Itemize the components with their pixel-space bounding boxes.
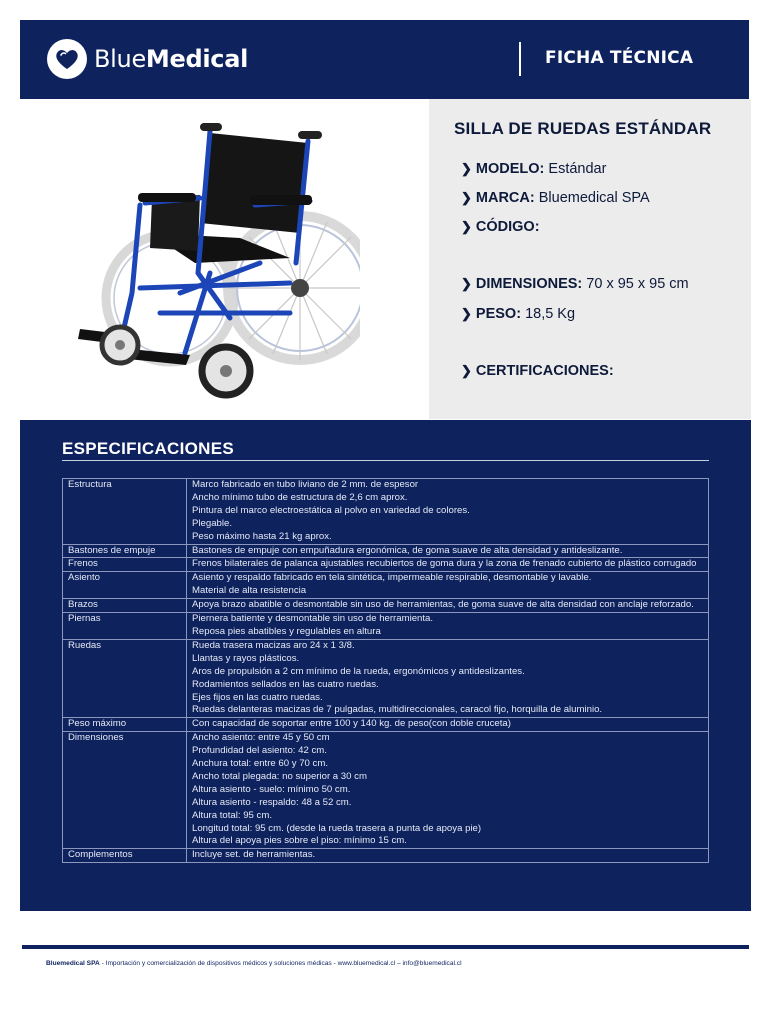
spec-line: Frenos bilaterales de palanca ajustables recubiertos de goma dura y la zona de frenado cubierto de plástico corrugado xyxy=(192,558,697,570)
spec-line: Con capacidad de soportar entre 100 y 140 kg. de peso(con doble cruceta) xyxy=(192,718,511,730)
brand-logo[interactable] xyxy=(46,38,248,80)
spec-line: Rodamientos sellados en las cuatro ruedas. xyxy=(192,678,379,690)
spec-line: Piernera batiente y desmontable sin uso de herramienta. xyxy=(192,613,434,625)
spec-line: Ancho mínimo tubo de estructura de 2,6 cm aprox. xyxy=(192,491,408,503)
chevron-right-icon: ❯ xyxy=(461,306,472,321)
spec-category: Frenos xyxy=(63,558,187,572)
spec-line: Asiento y respaldo fabricado en tela sintética, impermeable respirable, desmontable y lavable. xyxy=(192,572,592,584)
chevron-right-icon: ❯ xyxy=(461,219,472,234)
spec-category: Peso máximo xyxy=(63,718,187,732)
chevron-right-icon: ❯ xyxy=(461,363,472,378)
spec-line: Llantas y rayos plásticos. xyxy=(192,652,300,664)
heart-logo-icon xyxy=(46,38,88,80)
spec-line: Plegable. xyxy=(192,517,233,529)
spec-details xyxy=(187,718,709,732)
spec-line: Incluye set. de herramientas. xyxy=(192,849,316,861)
specifications-rule xyxy=(62,460,709,461)
spec-line: Material de alta resistencia xyxy=(192,585,307,597)
spec-category: Asiento xyxy=(63,572,187,599)
footer-text: Bluemedical SPA - Importación y comercialización de dispositivos médicos y soluciones médicas - www.bluemedical.cl – info@bluemedical.cl xyxy=(46,960,462,967)
spec-line: Rueda trasera macizas aro 24 x 1 3/8. xyxy=(192,639,355,651)
info-row-certifications: ❯ CERTIFICACIONES: xyxy=(461,363,614,379)
table-row xyxy=(63,613,709,640)
info-row-code: ❯ CÓDIGO: xyxy=(461,219,540,235)
table-row xyxy=(63,849,709,863)
spec-line: Pintura del marco electroestática al polvo en variedad de colores. xyxy=(192,504,470,516)
chevron-right-icon: ❯ xyxy=(461,161,472,176)
specifications-table xyxy=(62,478,709,863)
table-row xyxy=(63,479,709,545)
specifications-section xyxy=(20,420,751,911)
spec-line: Apoya brazo abatible o desmontable sin uso de herramientas, de goma suave de alta densidad con anclaje reforzado. xyxy=(192,599,694,611)
header-divider xyxy=(519,42,521,76)
spec-details xyxy=(187,639,709,717)
table-row xyxy=(63,639,709,717)
table-row xyxy=(63,544,709,558)
specifications-title: ESPECIFICACIONES xyxy=(62,439,234,458)
spec-category: Bastones de empuje xyxy=(63,544,187,558)
spec-line: Ruedas delanteras macizas de 7 pulgadas, multidireccionales, caracol fijo, horquilla de aluminio. xyxy=(192,704,603,716)
spec-line: Peso máximo hasta 21 kg aprox. xyxy=(192,530,332,542)
spec-line: Altura asiento - suelo: mínimo 50 cm. xyxy=(192,783,351,795)
table-row xyxy=(63,732,709,849)
spec-line: Altura asiento - respaldo: 48 a 52 cm. xyxy=(192,796,352,808)
spec-details xyxy=(187,572,709,599)
spec-line: Anchura total: entre 60 y 70 cm. xyxy=(192,758,328,770)
spec-details xyxy=(187,599,709,613)
product-photo xyxy=(20,99,429,419)
spec-category: Complementos xyxy=(63,849,187,863)
spec-category: Piernas xyxy=(63,613,187,640)
spec-details xyxy=(187,732,709,849)
product-title: SILLA DE RUEDAS ESTÁNDAR xyxy=(454,119,712,138)
spec-line: Longitud total: 95 cm. (desde la rueda trasera a punta de apoya pie) xyxy=(192,822,482,834)
spec-line: Profundidad del asiento: 42 cm. xyxy=(192,745,327,757)
spec-line: Ancho total plegada: no superior a 30 cm xyxy=(192,770,367,782)
table-row xyxy=(63,572,709,599)
spec-line: Ancho asiento: entre 45 y 50 cm xyxy=(192,732,330,744)
spec-details xyxy=(187,613,709,640)
footer-rule xyxy=(22,945,749,949)
document-title: FICHA TÉCNICA xyxy=(545,48,694,68)
info-row-dimensions: ❯ DIMENSIONES: 70 x 95 x 95 cm xyxy=(461,276,689,292)
header-bar xyxy=(20,20,749,99)
spec-line: Bastones de empuje con empuñadura ergonómica, de goma suave de alta densidad y antideslizante. xyxy=(192,544,623,556)
spec-category: Ruedas xyxy=(63,639,187,717)
spec-details xyxy=(187,479,709,545)
spec-details xyxy=(187,558,709,572)
table-row xyxy=(63,599,709,613)
table-row xyxy=(63,718,709,732)
chevron-right-icon: ❯ xyxy=(461,276,472,291)
spec-category: Estructura xyxy=(63,479,187,545)
table-row xyxy=(63,558,709,572)
spec-line: Aros de propulsión a 2 cm mínimo de la rueda, ergonómicos y antideslizantes. xyxy=(192,665,525,677)
spec-details xyxy=(187,849,709,863)
spec-line: Marco fabricado en tubo liviano de 2 mm. de espesor xyxy=(192,479,419,490)
spec-line: Altura total: 95 cm. xyxy=(192,809,272,821)
spec-category: Brazos xyxy=(63,599,187,613)
info-row-weight: ❯ PESO: 18,5 Kg xyxy=(461,306,576,322)
info-row-model: ❯ MODELO: Estándar xyxy=(461,161,607,177)
brand-name: BlueMedical xyxy=(94,45,249,73)
spec-category: Dimensiones xyxy=(63,732,187,849)
wheelchair-image xyxy=(60,113,360,403)
spec-details xyxy=(187,544,709,558)
spec-line: Ejes fijos en las cuatro ruedas. xyxy=(192,691,323,703)
product-info-panel xyxy=(429,99,751,419)
spec-line: Altura del apoya pies sobre el piso: mínimo 15 cm. xyxy=(192,835,407,847)
spec-line: Reposa pies abatibles y regulables en altura xyxy=(192,625,381,637)
info-row-brand: ❯ MARCA: Bluemedical SPA xyxy=(461,190,650,206)
chevron-right-icon: ❯ xyxy=(461,190,472,205)
